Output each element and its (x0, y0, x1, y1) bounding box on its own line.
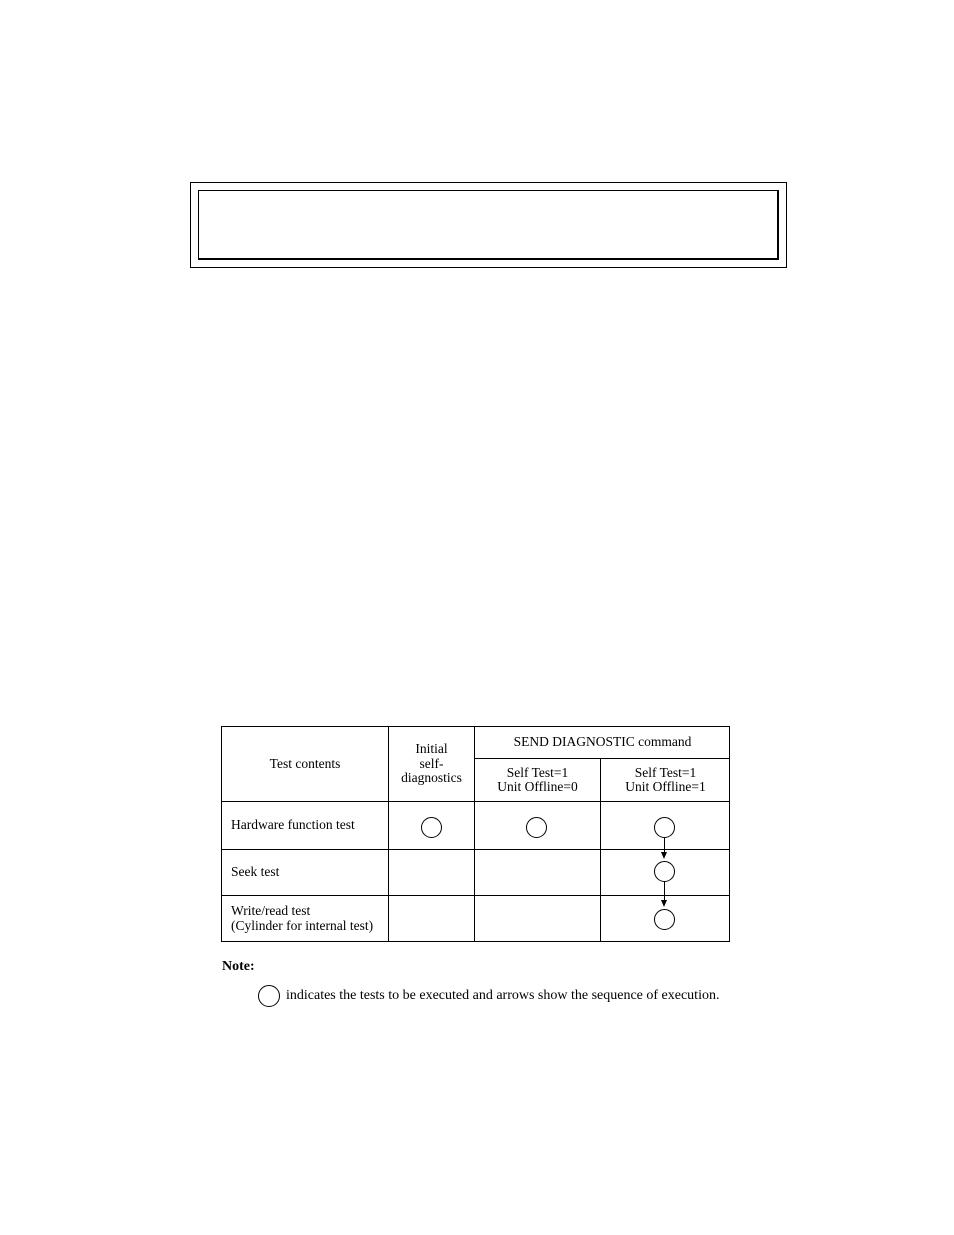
header-unit-offline-1: Self Test=1 Unit Offline=1 (625, 764, 706, 794)
notice-box (190, 182, 787, 268)
note-text: indicates the tests to be executed and arrows show the sequence of execution. (286, 988, 720, 1003)
sequence-arrow-head (661, 852, 667, 859)
execute-mark-circle (654, 817, 675, 838)
header-test-contents: Test contents (269, 755, 341, 771)
execute-mark-legend-circle (258, 985, 280, 1007)
execute-mark-circle (654, 909, 675, 930)
row-label-seek-test: Seek test (231, 864, 280, 880)
header-initial-self-diagnostics: Initial self- diagnostics (401, 741, 462, 786)
note-title: Note: (222, 959, 255, 974)
execute-mark-circle (526, 817, 547, 838)
diagnostics-table (221, 726, 730, 942)
row-label-hardware-function-test: Hardware function test (231, 817, 355, 833)
header-send-diagnostic: SEND DIAGNOSTIC command (513, 734, 692, 750)
execute-mark-circle (654, 861, 675, 882)
execute-mark-circle (421, 817, 442, 838)
header-unit-offline-0: Self Test=1 Unit Offline=0 (497, 764, 578, 794)
row-label-write-read-test: Write/read test (Cylinder for internal test) (231, 903, 374, 933)
notice-box-inner (198, 190, 779, 260)
sequence-arrow-head (661, 900, 667, 907)
